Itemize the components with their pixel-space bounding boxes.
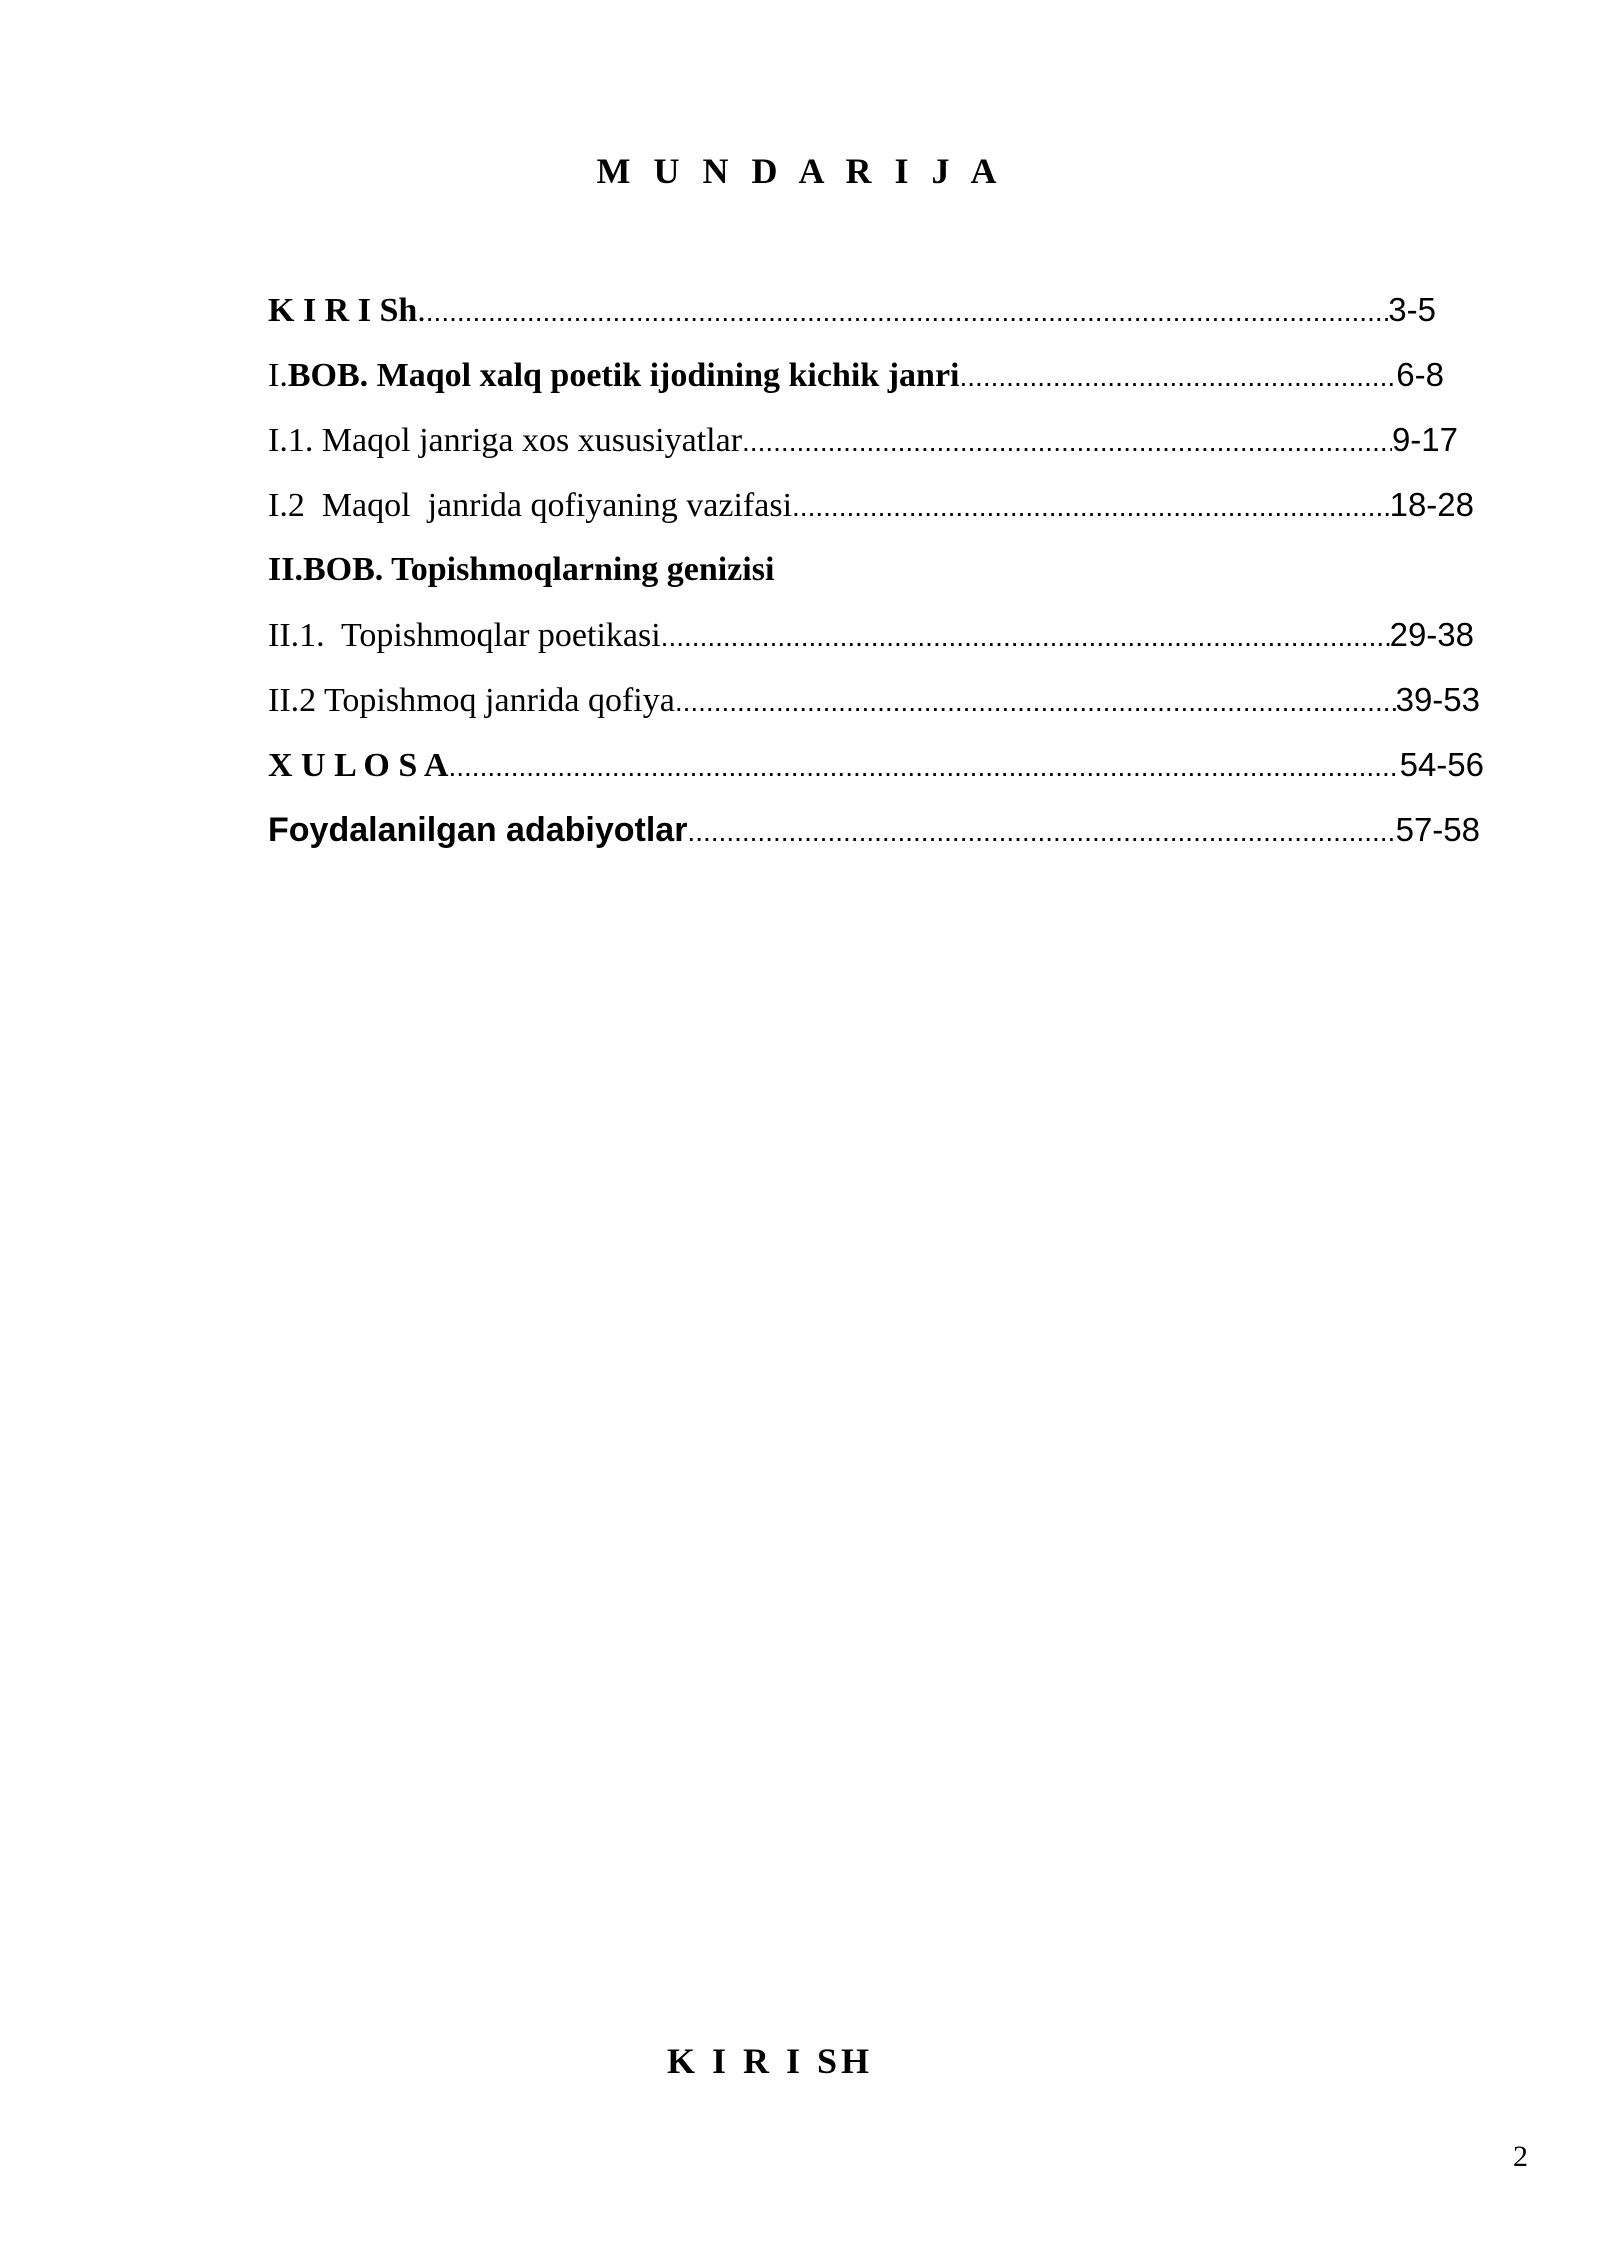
toc-title: M U N D A R I J A — [596, 151, 1004, 191]
toc-page-range: 39-53 — [1395, 681, 1480, 718]
toc-page-range: 6-8 — [1396, 356, 1444, 393]
toc-entry-references[interactable] — [268, 802, 1480, 858]
toc-leader-dots — [448, 739, 1399, 793]
toc-entry-chapter-2[interactable] — [268, 542, 1268, 598]
page-number: 2 — [1513, 2140, 1528, 2173]
toc-page-range: 57-58 — [1395, 811, 1480, 848]
toc-leader-dots — [742, 414, 1392, 468]
toc-leader-dots — [661, 609, 1390, 663]
toc-entry-section-1-1[interactable] — [268, 412, 1458, 468]
toc-entry-label: K I R I Sh. — [268, 292, 426, 329]
toc-entry-label: Foydalanilgan adabiyotlar — [268, 811, 688, 849]
toc-entry-label: II.1. Topishmoqlar poetikasi — [268, 617, 661, 654]
toc-entry-section-1-2[interactable] — [268, 477, 1474, 533]
toc-entry-label: I.1. Maqol janriga xos xususiyatlar — [268, 422, 743, 459]
toc-page-range: 18-28 — [1389, 486, 1474, 523]
toc-entry-label: X U L O S A — [268, 747, 449, 784]
toc-leader-dots — [426, 284, 1389, 338]
toc-leader-dots — [792, 479, 1390, 533]
toc-entry-kirish[interactable] — [268, 282, 1436, 338]
toc-entry-xulosa[interactable] — [268, 737, 1484, 793]
toc-page-range: 3-5 — [1388, 291, 1436, 328]
toc-leader-dots — [959, 349, 1396, 403]
toc-page-range: 54-56 — [1399, 746, 1484, 783]
toc-page-range: 9-17 — [1391, 421, 1458, 458]
section-heading-kirish: K I R I SH — [666, 2041, 874, 2081]
toc-entry-label: I.BOB. Maqol xalq poetik ijodining kichik janri — [268, 357, 960, 394]
toc-entry-label: I.2 Maqol janrida qofiyaning vazifasi — [268, 487, 793, 524]
toc-entry-section-2-2[interactable] — [268, 672, 1480, 728]
toc-page-range: 29-38 — [1389, 616, 1474, 653]
toc-entry-label: II.2 Topishmoq janrida qofiya — [268, 682, 675, 719]
toc-entry-chapter-1[interactable] — [268, 347, 1444, 403]
toc-leader-dots — [675, 674, 1396, 728]
toc-entry-section-2-1[interactable] — [268, 607, 1474, 663]
toc-entry-label: II.BOB. Topishmoqlarning genizisi — [268, 551, 775, 588]
toc-leader-dots — [687, 804, 1395, 858]
